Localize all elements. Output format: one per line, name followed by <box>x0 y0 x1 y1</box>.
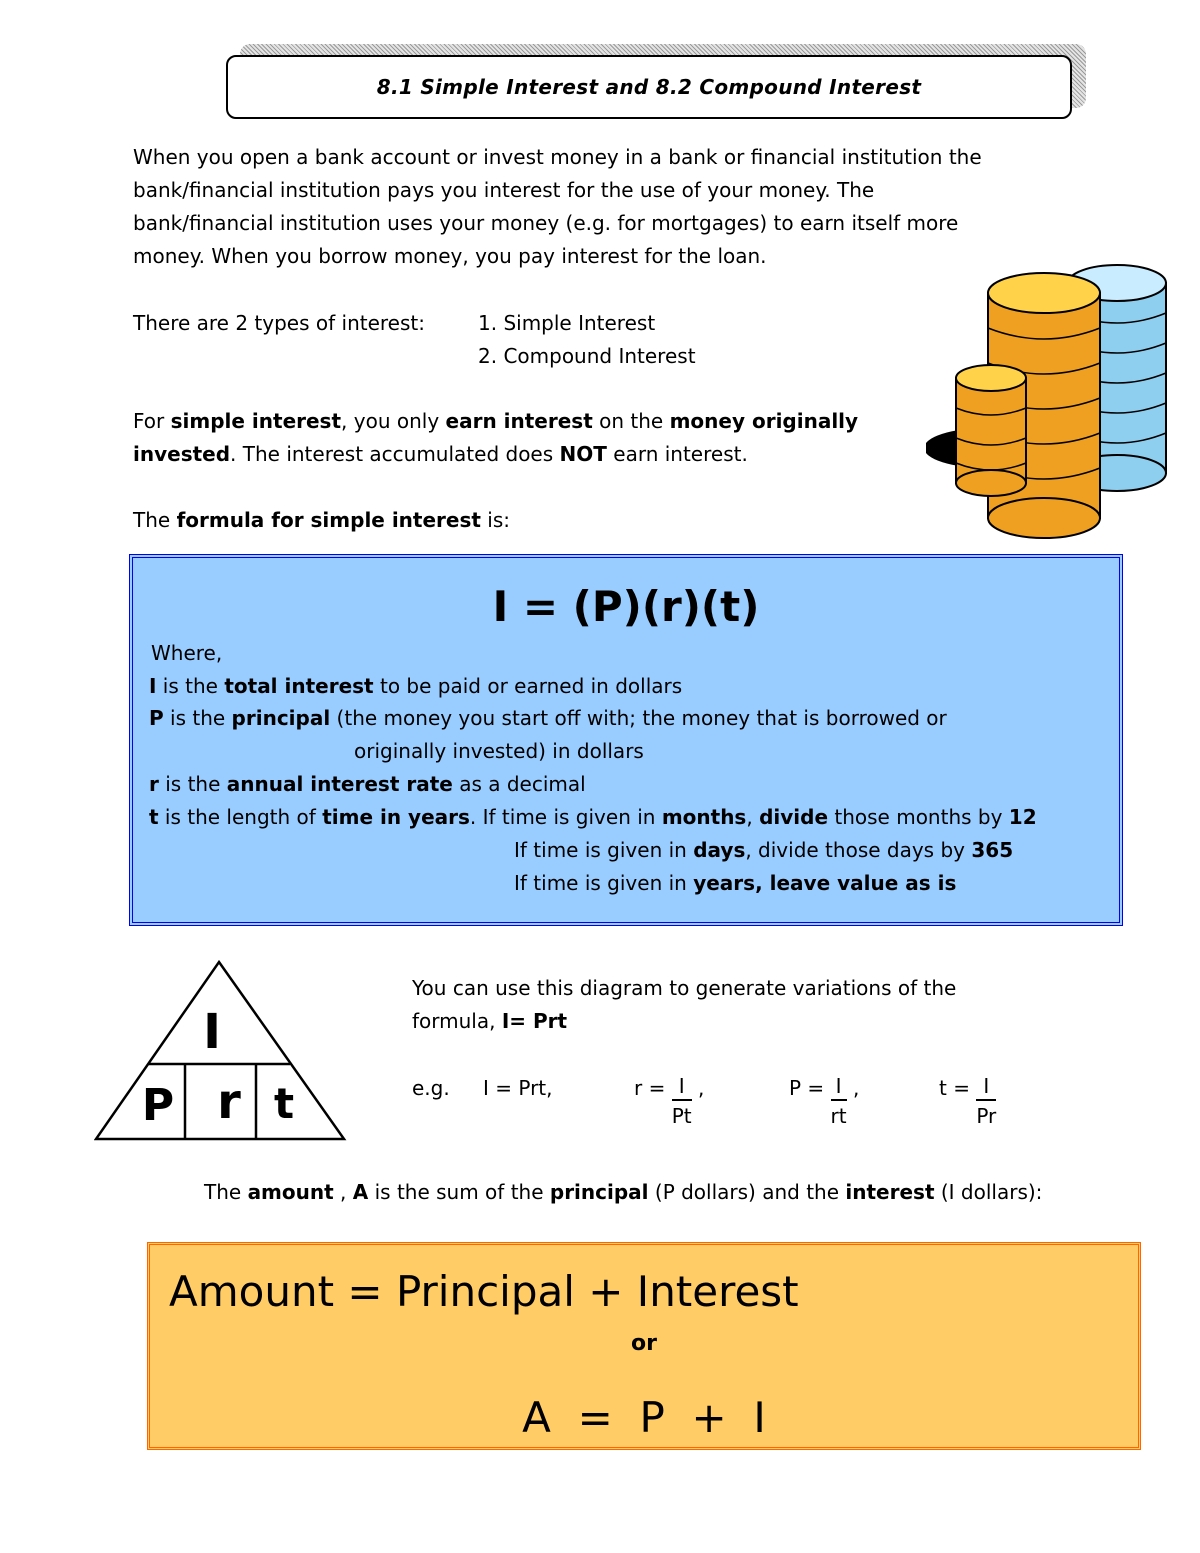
coin-stacks-icon <box>926 258 1176 542</box>
title-box <box>226 55 1072 119</box>
intro-line: money. When you borrow money, you pay interest for the loan. <box>133 244 767 268</box>
definition-r: r is the annual interest rate as a decimal <box>149 772 586 796</box>
simple-interest-formula: I = (P)(r)(t) <box>492 582 760 631</box>
definition-I: I is the total interest to be paid or earned in dollars <box>149 674 683 698</box>
types-list <box>478 307 696 373</box>
diagram-explanation: You can use this diagram to generate variations of the formula, I= Prt <box>412 976 957 1033</box>
definition-P-continued: originally invested) in dollars <box>354 739 644 763</box>
intro-line: bank/financial institution pays you interest for the use of your money. The <box>133 178 875 202</box>
intro-line: When you open a bank account or invest money in a bank or financial institution the <box>133 145 982 169</box>
page-title: 8.1 Simple Interest and 8.2 Compound Interest <box>376 75 922 99</box>
amount-formula-box <box>147 1242 1141 1450</box>
simple-interest-formula-box <box>129 554 1123 926</box>
prt-triangle-diagram <box>94 958 348 1142</box>
definition-t-years: If time is given in years, leave value as is <box>514 871 957 895</box>
definition-t-days: If time is given in days, divide those days by 365 <box>514 838 1014 862</box>
amount-formula-words: Amount = Principal + Interest <box>169 1267 799 1316</box>
example-formula-r: r = $\frac{I}{Pt}$ , <box>634 1074 705 1128</box>
definition-P: P is the principal (the money you start off with; the money that is borrowed or <box>149 706 947 730</box>
types-lead: There are 2 types of interest: <box>133 311 425 335</box>
example-eg: e.g. <box>412 1076 450 1100</box>
triangle-label-r: r <box>217 1074 241 1130</box>
intro-line: bank/financial institution uses your money (e.g. for mortgages) to earn itself more <box>133 211 959 235</box>
formula-where: Where, <box>151 641 223 665</box>
triangle-label-I: I <box>203 1004 221 1060</box>
formula-intro: The formula for simple interest is: <box>133 508 511 532</box>
example-formula-t: t = $\frac{I}{Pr}$ <box>939 1074 997 1128</box>
intro-paragraph <box>133 141 982 273</box>
triangle-label-P: P <box>141 1080 175 1131</box>
types-item-compound: 2. Compound Interest <box>478 344 696 368</box>
example-formula-P: P = $\frac{I}{rt}$ , <box>789 1074 860 1128</box>
definition-t: t is the length of time in years. If time is given in months, divide those months by 12 <box>149 805 1037 829</box>
simple-interest-definition: For simple interest, you only earn interest on the money originally invested. The interest accumulated does NOT earn interest. <box>133 409 859 466</box>
amount-or: or <box>631 1331 657 1356</box>
triangle-label-t: t <box>273 1079 295 1128</box>
amount-formula-symbols: A = P + I <box>522 1393 766 1442</box>
types-item-simple: 1. Simple Interest <box>478 311 656 335</box>
amount-explanation: The amount , A is the sum of the principal (P dollars) and the interest (I dollars): <box>204 1180 1043 1204</box>
example-formula-I: I = Prt, <box>483 1076 553 1100</box>
